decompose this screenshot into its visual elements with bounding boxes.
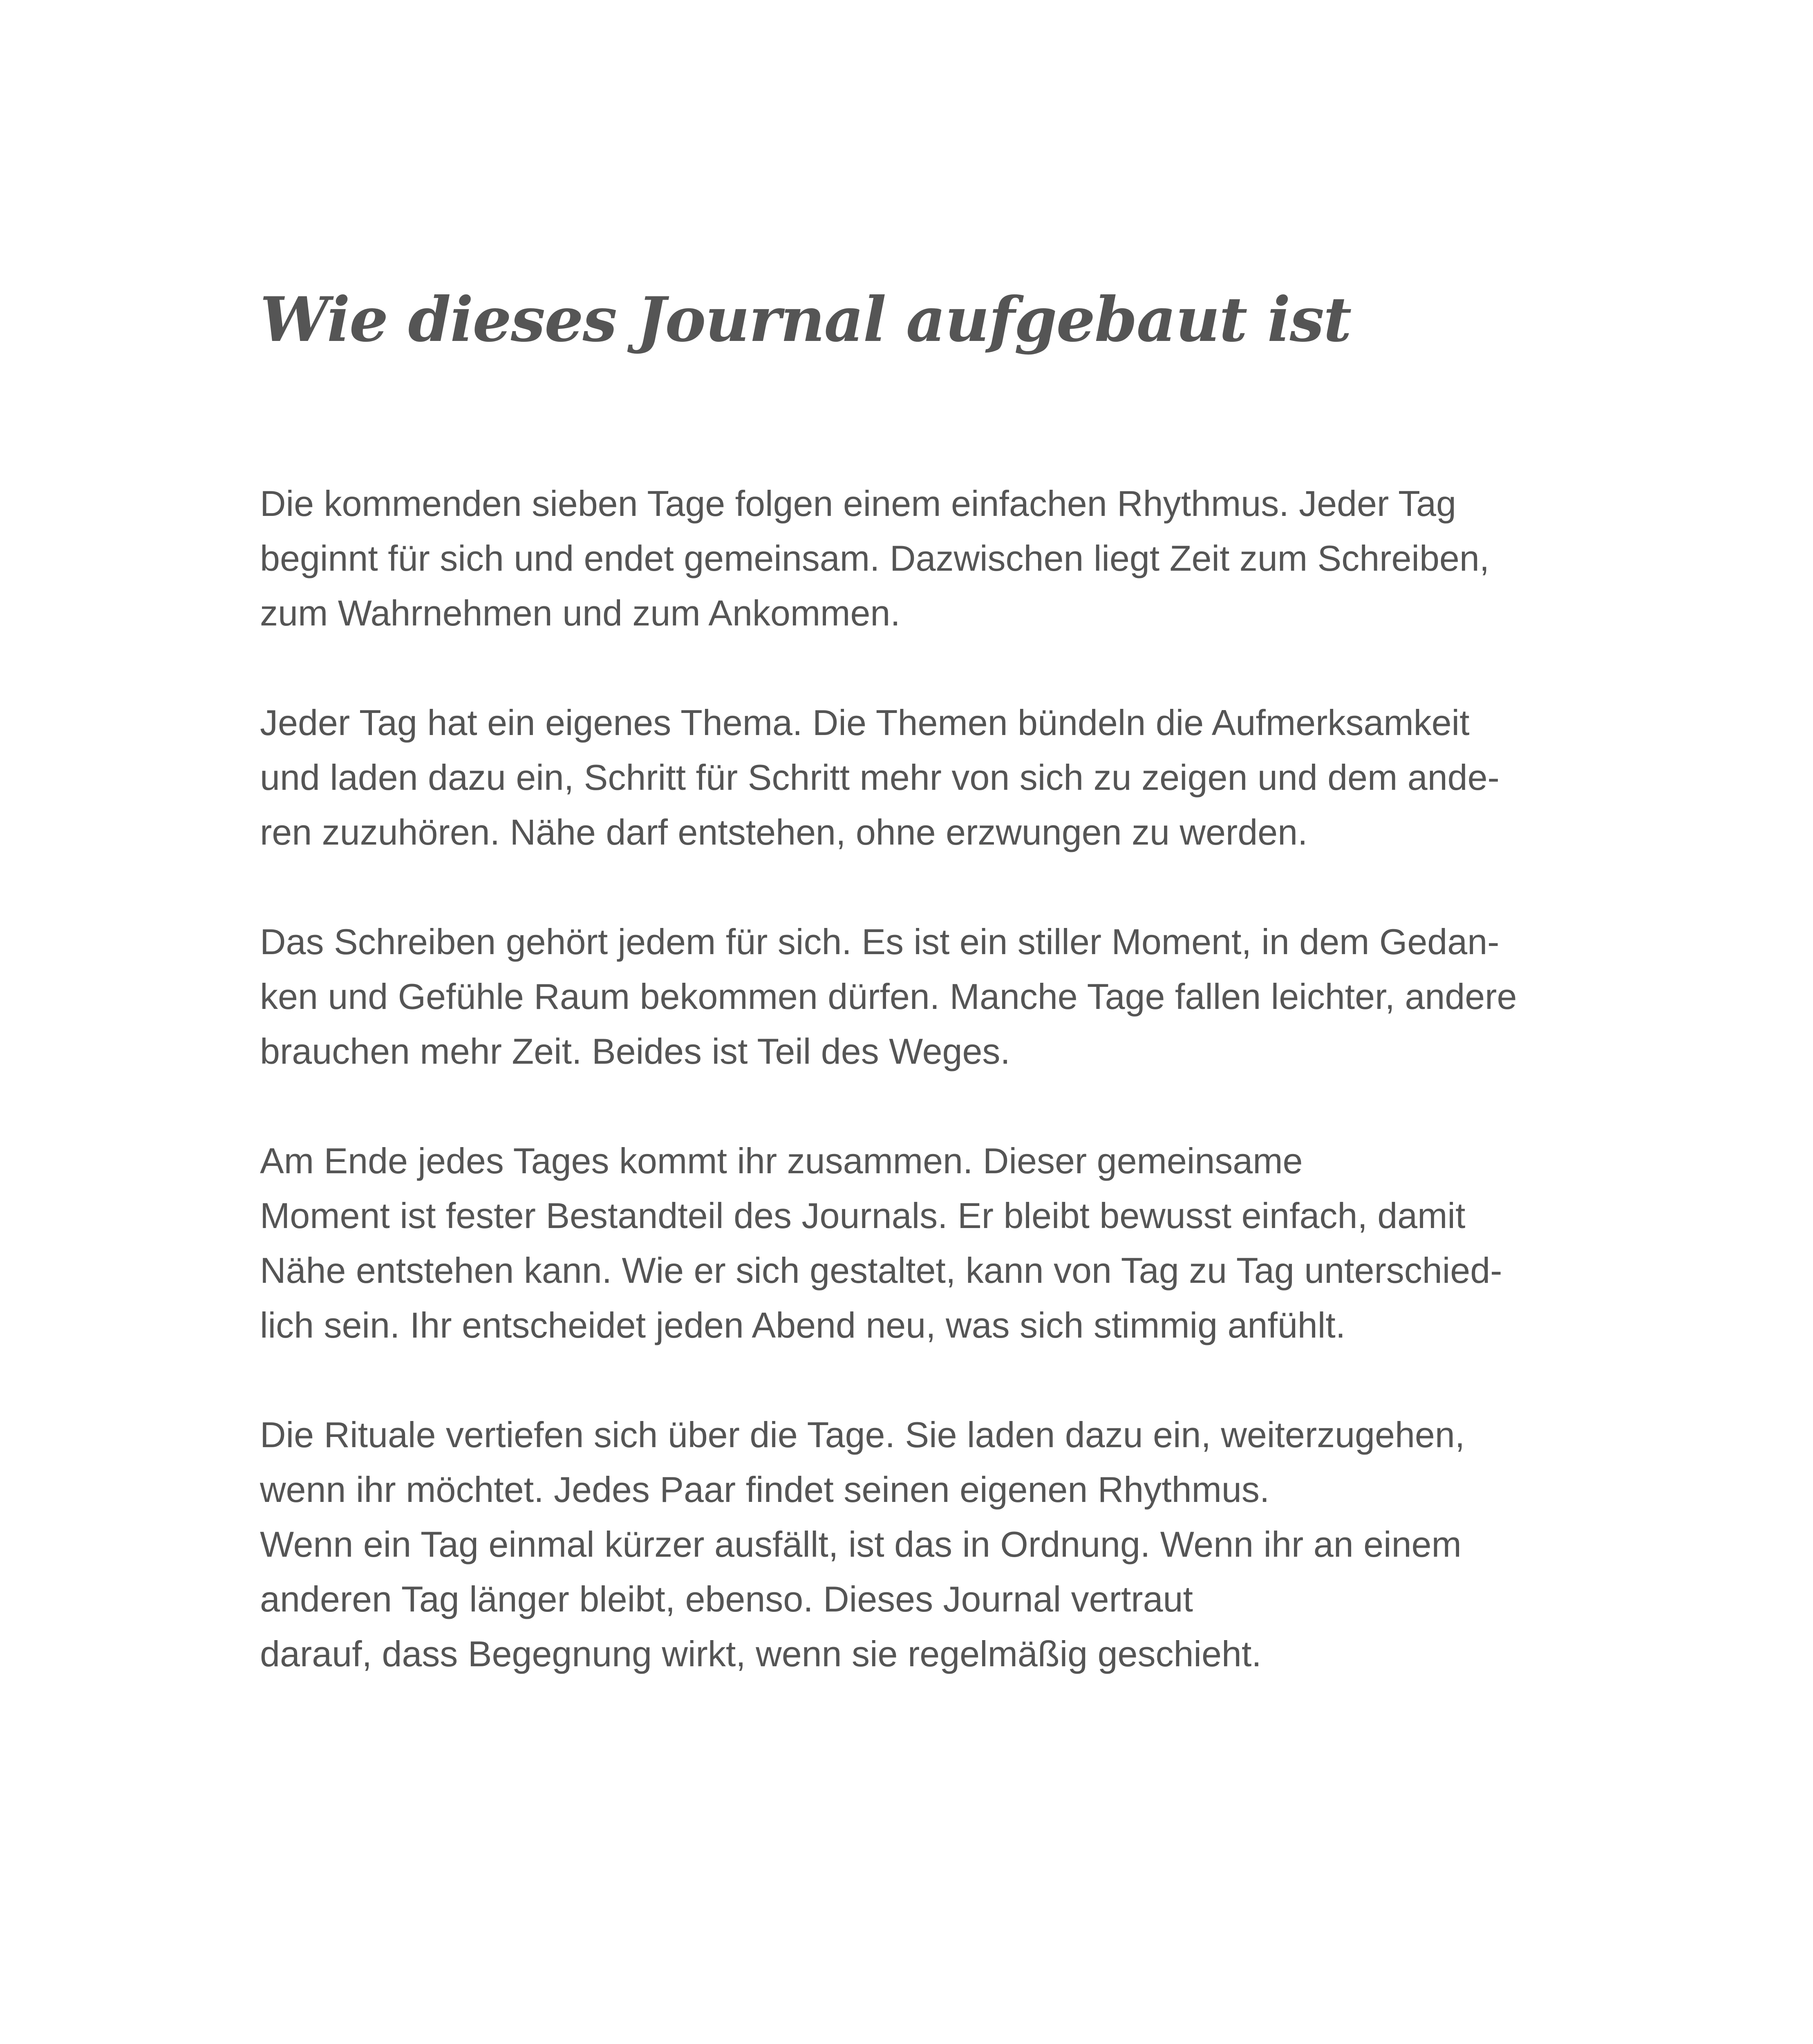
text-line: brauchen mehr Zeit. Beides ist Teil des Weges. <box>260 1031 1010 1071</box>
page-title: Wie dieses Journal aufgebaut ist <box>260 284 1351 356</box>
paragraph-2 <box>260 695 1584 860</box>
text-line: anderen Tag länger bleibt, ebenso. Dieses Journal vertraut <box>260 1579 1193 1619</box>
paragraph-3 <box>260 914 1584 1079</box>
text-line: Moment ist fester Bestandteil des Journals. Er bleibt bewusst einfach, damit <box>260 1195 1466 1236</box>
body-text <box>260 476 1584 1736</box>
text-line: ken und Gefühle Raum bekommen dürfen. Manche Tage fallen leichter, andere <box>260 976 1517 1017</box>
text-line: Nähe entstehen kann. Wie er sich gestaltet, kann von Tag zu Tag unterschied- <box>260 1250 1502 1291</box>
paragraph-5 <box>260 1407 1584 1681</box>
text-line: lich sein. Ihr entscheidet jeden Abend neu, was sich stimmig anfühlt. <box>260 1305 1346 1345</box>
text-line: Die Rituale vertiefen sich über die Tage. Sie laden dazu ein, weiterzugehen, <box>260 1414 1465 1455</box>
text-line: zum Wahrnehmen und zum Ankommen. <box>260 593 900 633</box>
text-line: Am Ende jedes Tages kommt ihr zusammen. Dieser gemeinsame <box>260 1141 1303 1181</box>
text-line: Jeder Tag hat ein eigenes Thema. Die Themen bündeln die Aufmerksamkeit <box>260 702 1470 743</box>
text-line: Das Schreiben gehört jedem für sich. Es ist ein stiller Moment, in dem Gedan- <box>260 921 1500 962</box>
text-line: wenn ihr möchtet. Jedes Paar findet seinen eigenen Rhythmus. <box>260 1469 1270 1510</box>
text-line: und laden dazu ein, Schritt für Schritt mehr von sich zu zeigen und dem ande- <box>260 757 1500 798</box>
text-line: ren zuzuhören. Nähe darf entstehen, ohne erzwungen zu werden. <box>260 812 1308 852</box>
text-line: beginnt für sich und endet gemeinsam. Dazwischen liegt Zeit zum Schreiben, <box>260 538 1490 578</box>
text-line: Die kommenden sieben Tage folgen einem einfachen Rhythmus. Jeder Tag <box>260 483 1456 524</box>
paragraph-4 <box>260 1134 1584 1353</box>
text-line: darauf, dass Begegnung wirkt, wenn sie regelmäßig geschieht. <box>260 1634 1262 1674</box>
paragraph-1 <box>260 476 1584 641</box>
text-line: Wenn ein Tag einmal kürzer ausfällt, ist das in Ordnung. Wenn ihr an einem <box>260 1524 1462 1564</box>
